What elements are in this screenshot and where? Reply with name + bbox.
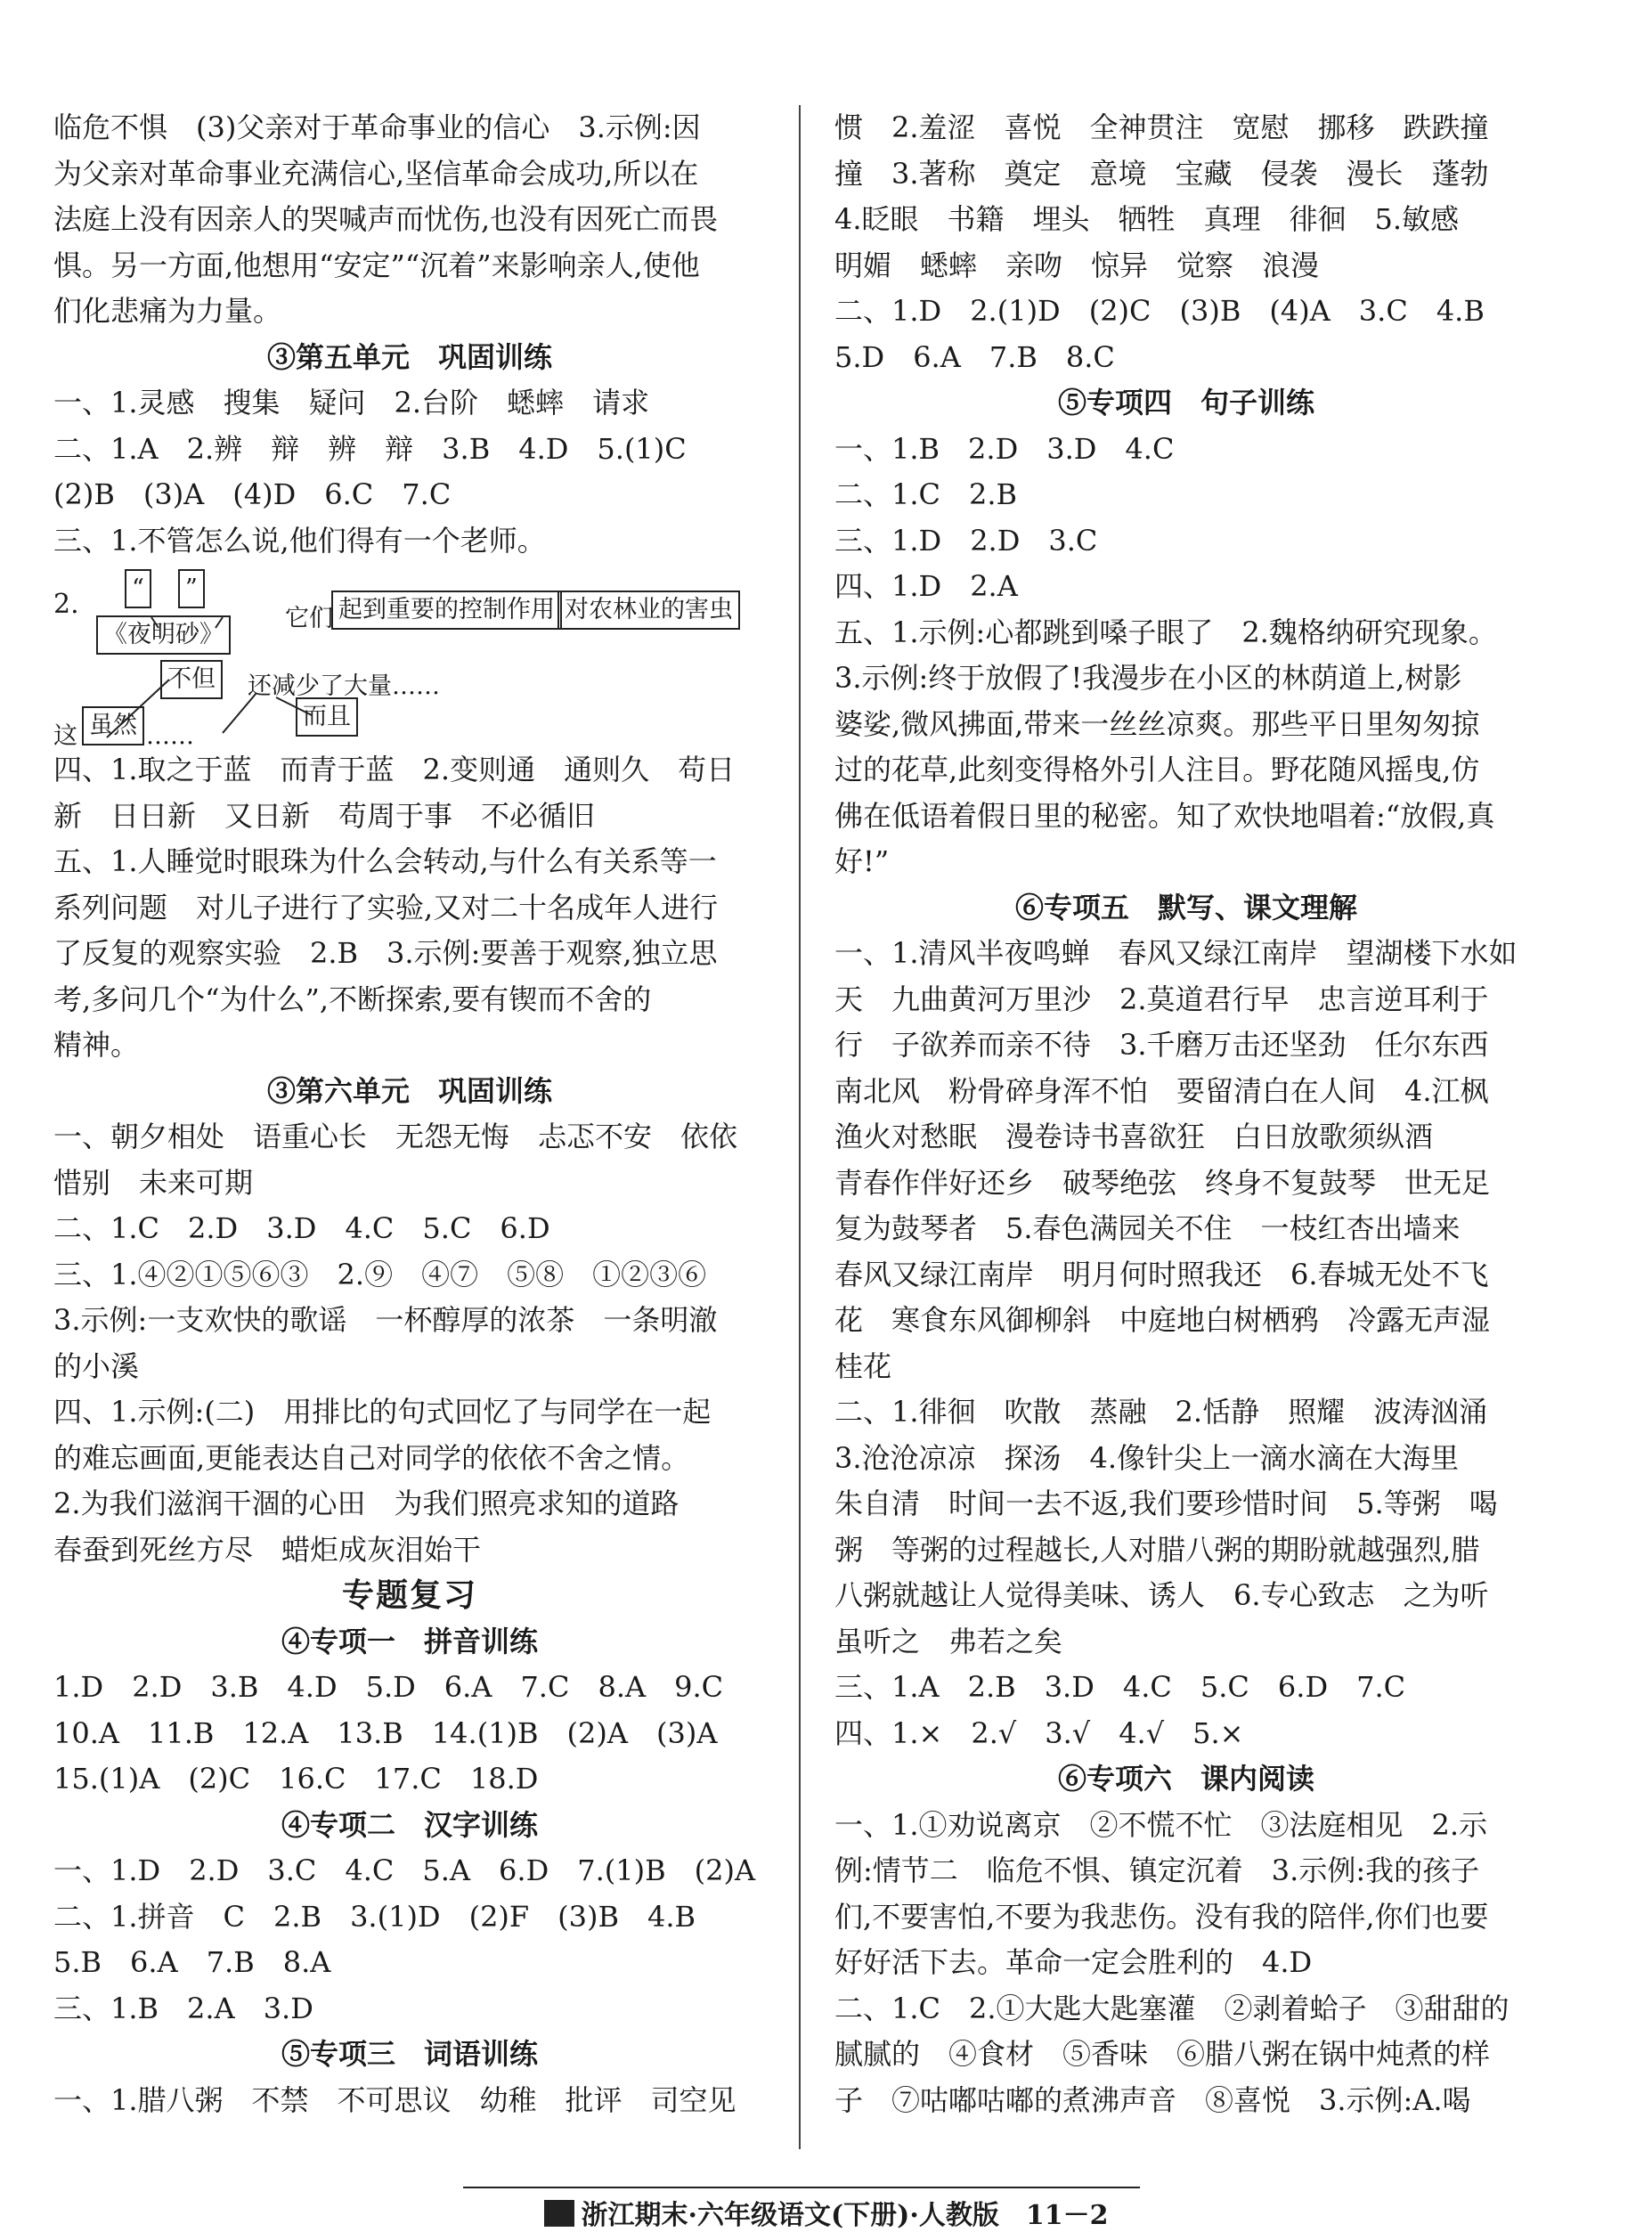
section-title-dictation: ⑥专项五 默写、课文理解: [1014, 890, 1357, 925]
text-line: 子 ⑦咕嘟咕嘟的煮沸声音 ⑧喜悦 3.示例:A.喝: [834, 2082, 1471, 2117]
item-number: 2.: [53, 589, 79, 620]
text-line: 八粥就越让人觉得美味、诱人 6.专心致志 之为听: [834, 1578, 1489, 1612]
footer-text: 浙江期末·六年级语文(下册)·人教版 11－2: [581, 2200, 1109, 2231]
page-footer: [0, 2193, 1652, 2232]
text-line: 一、1.①劝说离京 ②不慌不忙 ③法庭相见 2.示: [834, 1807, 1488, 1842]
text-line: 5.B 6.A 7.B 8.A: [53, 1945, 331, 1979]
text-line: 10.A 11.B 12.A 13.B 14.(1)B (2)A (3)A: [53, 1715, 718, 1750]
book-logo-icon: [544, 2200, 574, 2227]
text-line: 15.(1)A (2)C 16.C 17.C 18.D: [53, 1762, 539, 1796]
text-line: 们,不要害怕,不要为我悲伤。没有我的陪伴,你们也要: [834, 1899, 1489, 1934]
text-line: 明媚 蟋蟀 亲吻 惊异 觉察 浪漫: [834, 248, 1320, 282]
text-line: 惧。另一方面,他想用“安定”“沉着”来影响亲人,使他: [53, 248, 700, 282]
text-line: 花 寒食东风御柳斜 中庭地白树栖鸦 冷露无声湿: [834, 1303, 1491, 1337]
text-line: 二、1.D 2.(1)D (2)C (3)B (4)A 3.C 4.B: [834, 294, 1485, 328]
text-line: 1.D 2.D 3.B 4.D 5.D 6.A 7.C 8.A 9.C: [53, 1670, 724, 1704]
text-line: 惜别 未来可期: [53, 1165, 254, 1200]
text-line: 青春作伴好还乡 破琴绝弦 终身不复鼓琴 世无足: [834, 1165, 1491, 1200]
left-column: [53, 105, 766, 2123]
text-line: 朱自清 时间一去不返,我们要珍惜时间 5.等粥 喝: [834, 1487, 1498, 1520]
text-line: 二、1.A 2.辨 辩 辨 辩 3.B 4.D 5.(1)C: [53, 431, 687, 466]
right-column: [834, 105, 1538, 2123]
text-line: 的小溪: [53, 1348, 140, 1383]
text-line: 腻腻的 ④食材 ⑤香味 ⑥腊八粥在锅中炖煮的样: [834, 2037, 1491, 2071]
diagram-box-control: 起到重要的控制作用: [331, 591, 562, 630]
text-line: 惯 2.羞涩 喜悦 全神贯注 宽慰 挪移 跌跌撞: [834, 110, 1489, 144]
text-line: 一、1.腊八粥 不禁 不可思议 幼稚 批评 司空见: [53, 2082, 736, 2117]
text-line: 四、1.D 2.A: [834, 569, 1018, 603]
section-title-sentence: ⑤专项四 句子训练: [1057, 386, 1314, 420]
diagram-dots: ……: [146, 722, 194, 750]
text-line: 的难忘画面,更能表达自己对同学的依依不舍之情。: [53, 1440, 690, 1475]
text-line: 撞 3.著称 奠定 意境 宝藏 侵袭 漫长 蓬勃: [834, 156, 1489, 191]
text-line: 虽听之 弗若之矣: [834, 1624, 1063, 1658]
quote-box-open: “: [125, 569, 151, 608]
diagram-word-tamen: 它们: [285, 605, 333, 632]
text-line: 了反复的观察实验 2.B 3.示例:要善于观察,独立思: [53, 936, 718, 970]
text-line: 桂花: [834, 1348, 892, 1383]
text-line: 例:情节二 临危不惧、镇定沉着 3.示例:我的孩子: [834, 1853, 1480, 1887]
section-title-pinyin: ④专项一 拼音训练: [281, 1624, 538, 1658]
text-line: 四、1.× 2.√ 3.√ 4.√ 5.×: [834, 1715, 1244, 1750]
text-line: 三、1.④②①⑤⑥③ 2.⑨ ④⑦ ⑤⑧ ①②③⑥: [53, 1257, 707, 1291]
text-line: 过的花草,此刻变得格外引人注目。野花随风摇曳,仿: [834, 753, 1480, 786]
text-line: 5.D 6.A 7.B 8.C: [834, 339, 1115, 374]
text-line: 三、1.不管怎么说,他们得有一个老师。: [53, 523, 546, 558]
text-line: 2.为我们滋润干涸的心田 为我们照亮求知的道路: [53, 1487, 680, 1520]
diagram-box-suiran: 虽然: [82, 706, 144, 745]
text-line: 天 九曲黄河万里沙 2.莫道君行早 忠言逆耳利于: [834, 982, 1489, 1016]
text-line: 精神。: [53, 1028, 140, 1062]
text-line: 三、1.B 2.A 3.D: [53, 1991, 313, 2025]
section-title-review: 专题复习: [341, 1576, 477, 1614]
text-line: 一、1.B 2.D 3.D 4.C: [834, 431, 1175, 466]
diagram-text-haijian: 还减少了大量……: [248, 672, 440, 700]
text-line: 新 日日新 又日新 苟周于事 不必循旧: [53, 798, 596, 833]
text-line: 渔火对愁眠 漫卷诗书喜欲狂 白日放歌须纵酒: [834, 1120, 1434, 1153]
text-line: 们化悲痛为力量。: [53, 294, 282, 328]
text-line: 系列问题 对儿子进行了实验,又对二十名成年人进行: [53, 890, 719, 925]
text-line: 五、1.示例:心都跳到嗓子眼了 2.魏格纳研究现象。: [834, 615, 1497, 649]
text-line: 3.沧沧凉凉 探汤 4.像针尖上一滴水滴在大海里: [834, 1440, 1460, 1475]
text-line: 三、1.D 2.D 3.C: [834, 523, 1098, 558]
text-line: 粥 等粥的过程越长,人对腊八粥的期盼就越强烈,腊: [834, 1532, 1480, 1567]
text-line: 3.示例:终于放假了!我漫步在小区的林荫道上,树影: [834, 661, 1462, 695]
text-line: 法庭上没有因亲人的哭喊声而忧伤,也没有因死亡而畏: [53, 202, 719, 236]
text-line: 复为鼓琴者 5.春色满园关不住 一枝红杏出墙来: [834, 1211, 1461, 1245]
diagram-box-erqie: 而且: [296, 697, 358, 737]
text-line: 佛在低语着假日里的秘密。知了欢快地唱着:“放假,真: [834, 798, 1495, 833]
text-line: 好!”: [834, 844, 890, 878]
book-title-box: 《夜明砂》: [96, 615, 231, 655]
text-line: 一、1.D 2.D 3.C 4.C 5.A 6.D 7.(1)B (2)A: [53, 1853, 756, 1887]
text-line: 行 子欲养而亲不待 3.千磨万击还坚劲 任尔东西: [834, 1028, 1489, 1062]
sentence-structure-diagram: [53, 564, 766, 750]
text-line: 四、1.取之于蓝 而青于蓝 2.变则通 通则久 苟日: [53, 753, 736, 786]
text-line: 四、1.示例:(二) 用排比的句式回忆了与同学在一起: [53, 1395, 712, 1429]
section-title-unit5: ③第五单元 巩固训练: [266, 339, 552, 374]
text-line: 春风又绿江南岸 明月何时照我还 6.春城无处不飞: [834, 1257, 1489, 1291]
quote-box-close: ”: [178, 569, 205, 608]
text-line: 4.眨眼 书籍 埋头 牺牲 真理 徘徊 5.敏感: [834, 202, 1460, 236]
text-line: 临危不惧 (3)父亲对于革命事业的信心 3.示例:因: [53, 110, 701, 144]
text-line: 考,多问几个“为什么”,不断探索,要有锲而不舍的: [53, 982, 652, 1016]
text-line: 为父亲对革命事业充满信心,坚信革命会成功,所以在: [53, 156, 699, 191]
diagram-box-pests: 对农林业的害虫: [557, 591, 740, 630]
text-line: 婆娑,微风拂面,带来一丝丝凉爽。那些平日里匆匆掠: [834, 706, 1480, 741]
text-line: (2)B (3)A (4)D 6.C 7.C: [53, 477, 452, 511]
diagram-word-zhe: 这: [53, 722, 77, 750]
column-divider: [799, 105, 801, 2149]
text-line: 春蚕到死丝方尽 蜡炬成灰泪始干: [53, 1532, 482, 1567]
text-line: 3.示例:一支欢快的歌谣 一杯醇厚的浓茶 一条明澈: [53, 1303, 718, 1337]
section-title-unit6: ③第六单元 巩固训练: [266, 1073, 552, 1108]
footer-rule: [463, 2187, 1140, 2188]
text-line: 二、1.徘徊 吹散 蒸融 2.恬静 照耀 波涛汹涌: [834, 1395, 1488, 1429]
section-title-hanzi: ④专项二 汉字训练: [281, 1807, 538, 1842]
text-line: 好好活下去。革命一定会胜利的 4.D: [834, 1945, 1313, 1979]
diagram-box-budan: 不但: [160, 660, 223, 699]
text-line: 三、1.A 2.B 3.D 4.C 5.C 6.D 7.C: [834, 1670, 1406, 1704]
text-line: 二、1.C 2.B: [834, 477, 1018, 511]
text-line: 一、1.灵感 搜集 疑问 2.台阶 蟋蟀 请求: [53, 386, 650, 420]
text-line: 五、1.人睡觉时眼珠为什么会转动,与什么有关系等一: [53, 844, 717, 878]
text-line: 一、朝夕相处 语重心长 无怨无悔 忐忑不安 依依: [53, 1120, 738, 1153]
text-line: 一、1.清风半夜鸣蝉 春风又绿江南岸 望湖楼下水如: [834, 936, 1518, 970]
text-line: 二、1.拼音 C 2.B 3.(1)D (2)F (3)B 4.B: [53, 1899, 696, 1934]
text-line: 二、1.C 2.D 3.D 4.C 5.C 6.D: [53, 1211, 550, 1245]
section-title-reading: ⑥专项六 课内阅读: [1057, 1762, 1314, 1796]
section-title-ciyu: ⑤专项三 词语训练: [281, 2037, 538, 2071]
text-line: 二、1.C 2.①大匙大匙塞灌 ②剥着蛤子 ③甜甜的: [834, 1991, 1510, 2025]
text-line: 南北风 粉骨碎身浑不怕 要留清白在人间 4.江枫: [834, 1073, 1489, 1108]
